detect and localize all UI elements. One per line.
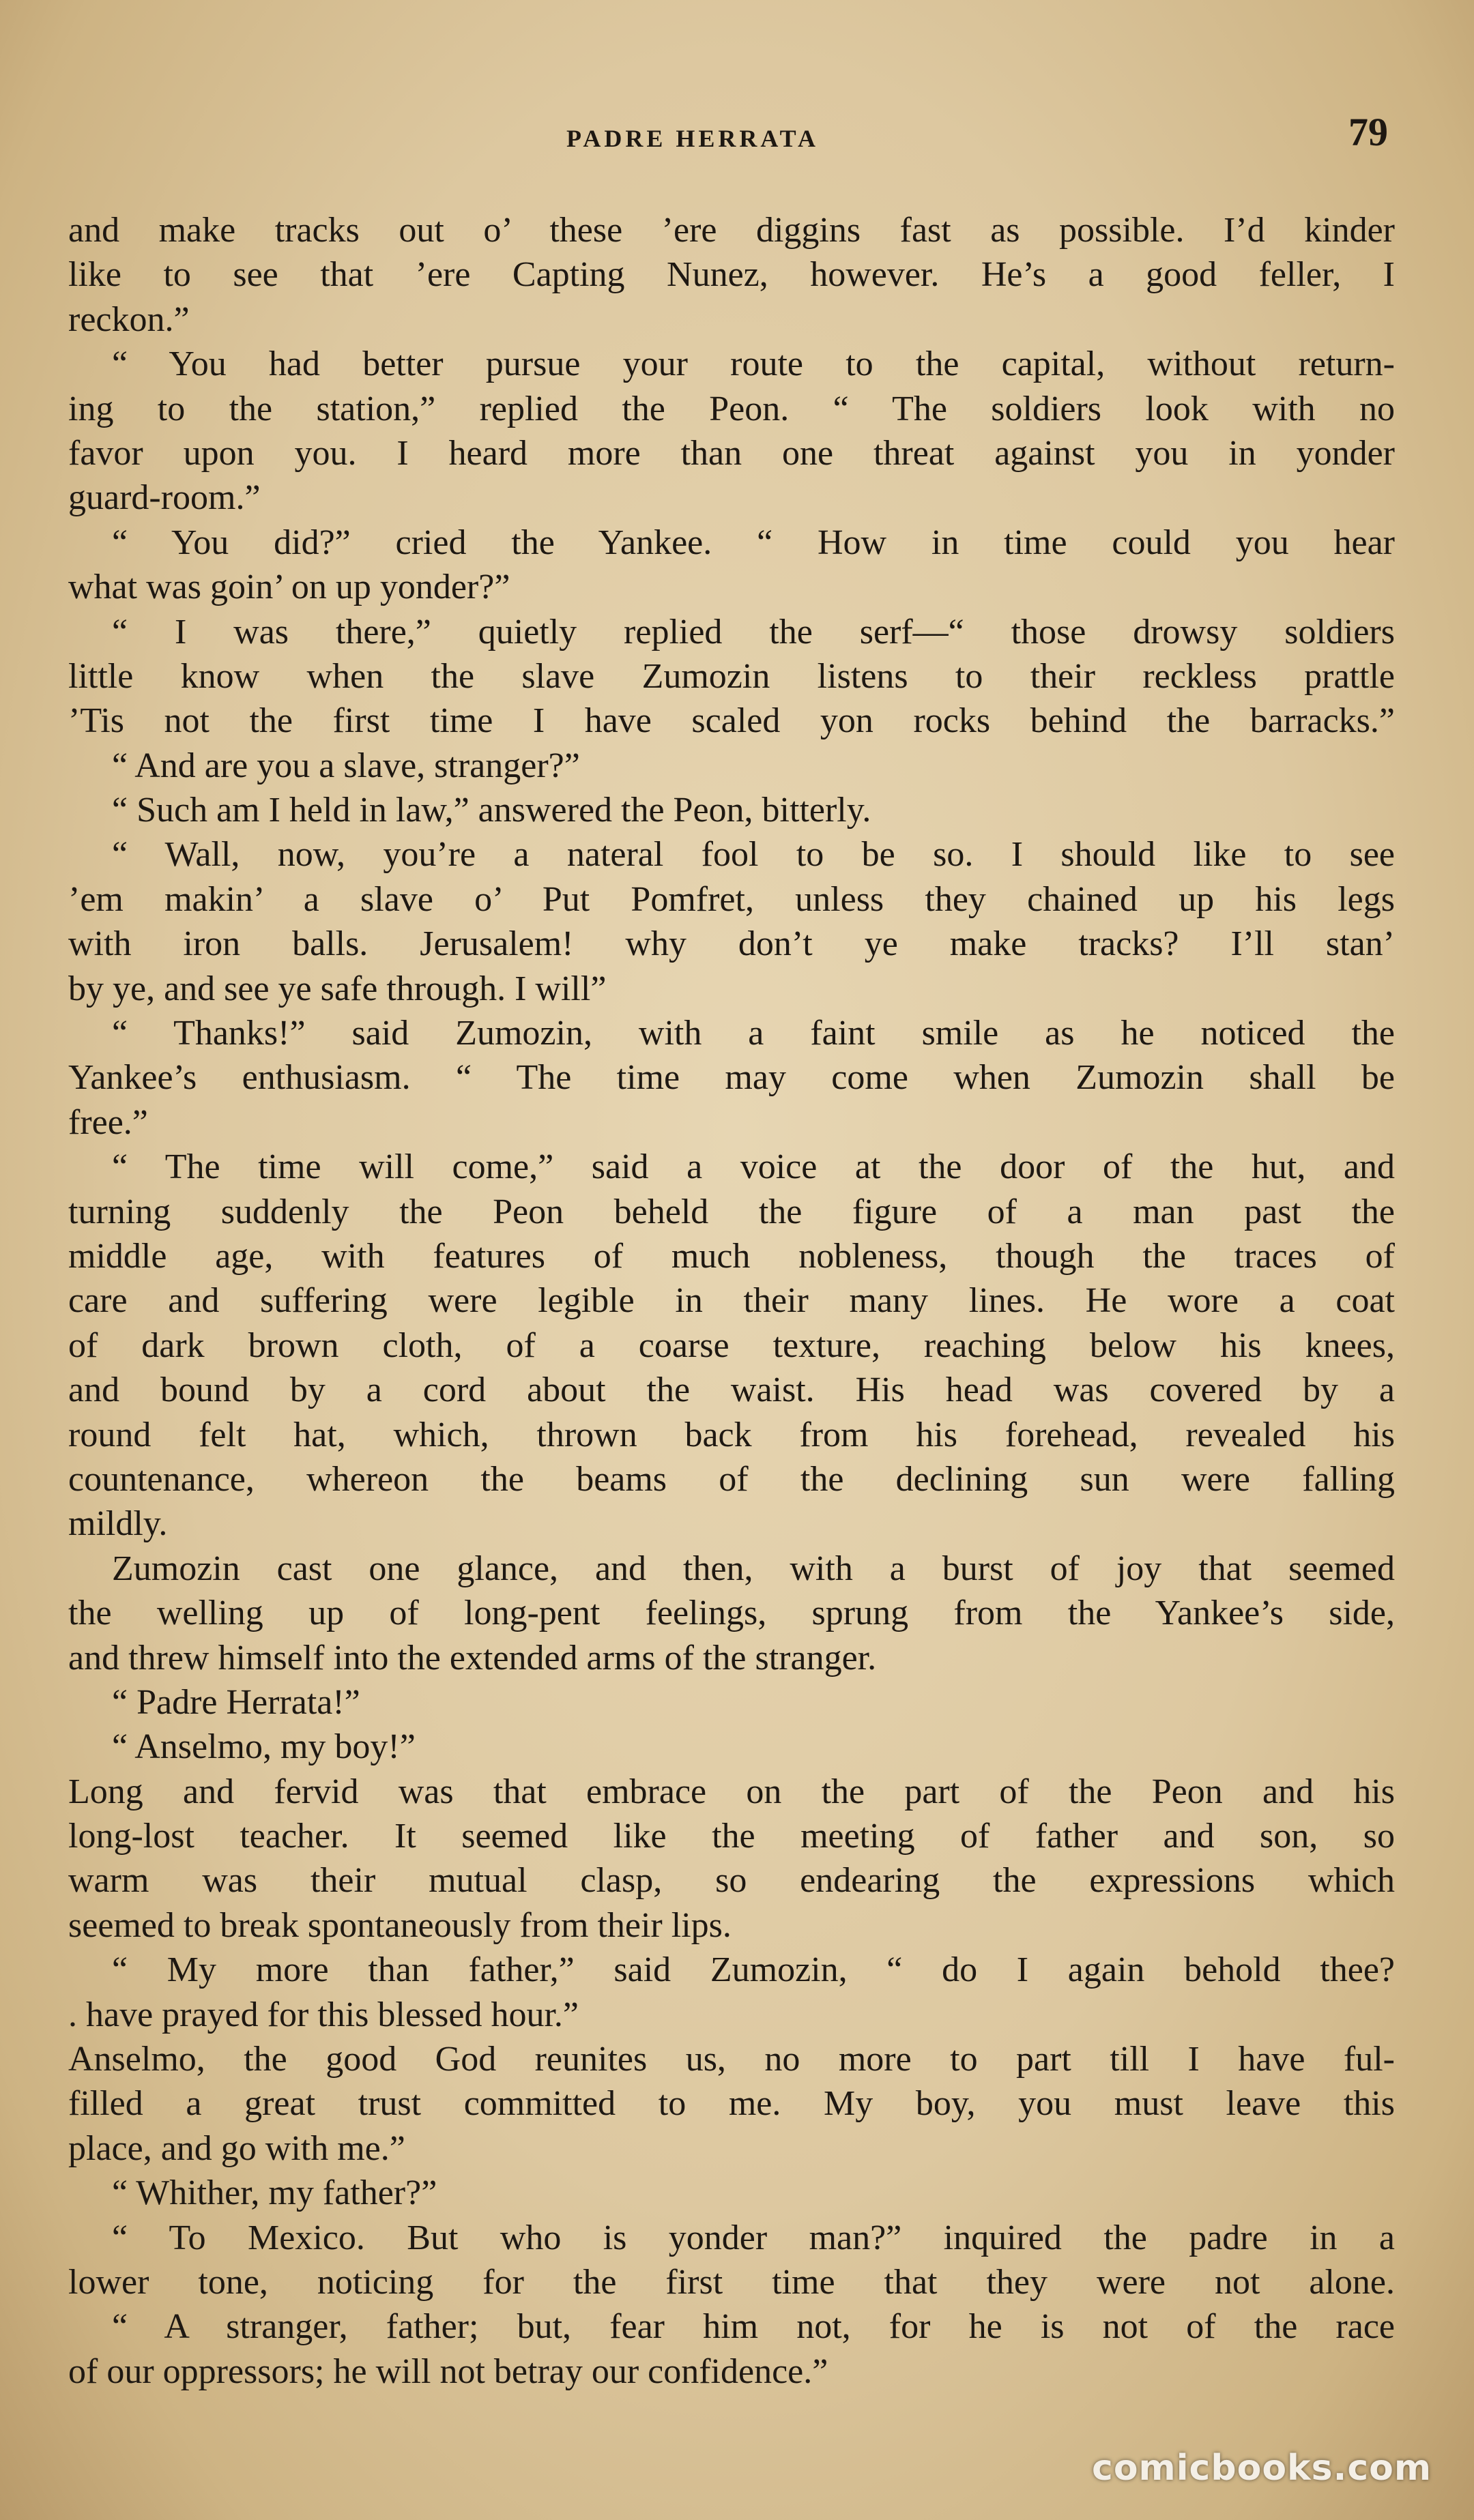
text-line: countenance, whereon the beams of the declining sun were falling: [68, 1459, 1395, 1499]
text-line: of dark brown cloth, of a coarse texture, reaching below his knees,: [68, 1325, 1395, 1365]
text-line: warm was their mutual clasp, so endearing the expressions which: [68, 1861, 1395, 1901]
text-line: lower tone, noticing for the first time that they were not alone.: [68, 2262, 1395, 2302]
text-line: “ Padre Herrata!”: [112, 1682, 360, 1722]
text-line: and make tracks out o’ these ’ere diggins fast as possible. I’d kinder: [68, 211, 1395, 250]
text-line: “ My more than father,” said Zumozin, “ do I again behold thee?: [112, 1950, 1395, 1990]
text-line: middle age, with features of much nobleness, though the traces of: [68, 1236, 1395, 1276]
text-line: Long and fervid was that embrace on the part of the Peon and his: [68, 1772, 1395, 1811]
text-line: Yankee’s enthusiasm. “ The time may come when Zumozin shall be: [68, 1058, 1395, 1098]
text-line: . have prayed for this blessed hour.”: [68, 1995, 579, 2034]
text-line: long-lost teacher. It seemed like the meeting of father and son, so: [68, 1817, 1395, 1856]
text-line: what was goin’ on up yonder?”: [68, 568, 510, 607]
text-line: “ I was there,” quietly replied the serf—“ those drowsy soldiers: [112, 612, 1395, 651]
text-line: “ You did?” cried the Yankee. “ How in time could you hear: [112, 523, 1395, 562]
page-header: [0, 109, 1474, 164]
text-line: care and suffering were legible in their many lines. He wore a coat: [68, 1281, 1395, 1321]
page-number: 79: [1348, 110, 1388, 154]
text-line: free.”: [68, 1102, 148, 1142]
text-line: “ Thanks!” said Zumozin, with a faint smile as he noticed the: [112, 1014, 1395, 1053]
text-line: filled a great trust committed to me. My boy, you must leave this: [68, 2084, 1395, 2124]
text-line: ’em makin’ a slave o’ Put Pomfret, unless they chained up his legs: [68, 879, 1395, 919]
text-line: place, and go with me.”: [68, 2128, 405, 2168]
text-line: “ Whither, my father?”: [112, 2173, 437, 2213]
text-line: like to see that ’ere Capting Nunez, however. He’s a good feller, I: [68, 255, 1395, 295]
site-watermark: comicbooks.com: [1092, 2448, 1432, 2489]
text-line: turning suddenly the Peon beheld the figure of a man past the: [68, 1192, 1395, 1231]
text-line: favor upon you. I heard more than one threat against you in yonder: [68, 433, 1395, 473]
text-line: guard-room.”: [68, 478, 261, 518]
body-text: [68, 208, 1395, 2394]
text-line: round felt hat, which, thrown back from his forehead, revealed his: [68, 1415, 1395, 1454]
text-line: little know when the slave Zumozin listens to their reckless prattle: [68, 656, 1395, 696]
text-line: Zumozin cast one glance, and then, with a burst of joy that seemed: [112, 1549, 1395, 1588]
text-line: “ You had better pursue your route to the capital, without return-: [112, 345, 1395, 384]
text-line: and threw himself into the extended arms of the stranger.: [68, 1638, 877, 1677]
text-line: “ And are you a slave, stranger?”: [112, 746, 580, 785]
text-line: “ The time will come,” said a voice at the door of the hut, and: [112, 1147, 1395, 1187]
text-line: the welling up of long-pent feelings, sprung from the Yankee’s side,: [68, 1594, 1395, 1633]
text-line: seemed to break spontaneously from their lips.: [68, 1905, 732, 1945]
text-line: ’Tis not the first time I have scaled yon rocks behind the barracks.”: [68, 701, 1395, 741]
text-line: by ye, and see ye safe through. I will”: [68, 969, 607, 1008]
text-line: with iron balls. Jerusalem! why don’t ye make tracks? I’ll stan’: [68, 924, 1395, 964]
text-line: “ To Mexico. But who is yonder man?” inquired the padre in a: [112, 2218, 1395, 2257]
text-line: ing to the station,” replied the Peon. “ The soldiers look with no: [68, 389, 1395, 428]
text-line: reckon.”: [68, 299, 190, 339]
text-line: Anselmo, the good God reunites us, no more to part till I have ful-: [68, 2040, 1395, 2079]
running-head: PADRE HERRATA: [566, 125, 819, 152]
text-line: mildly.: [68, 1504, 168, 1544]
text-line: “ Anselmo, my boy!”: [112, 1727, 416, 1767]
text-line: “ Such am I held in law,” answered the Peon, bitterly.: [112, 791, 871, 830]
text-line: and bound by a cord about the waist. His head was covered by a: [68, 1371, 1395, 1410]
text-line: of our oppressors; he will not betray our confidence.”: [68, 2351, 828, 2391]
text-line: “ A stranger, father; but, fear him not, for he is not of the race: [112, 2307, 1395, 2347]
text-line: “ Wall, now, you’re a nateral fool to be so. I should like to see: [112, 835, 1395, 875]
